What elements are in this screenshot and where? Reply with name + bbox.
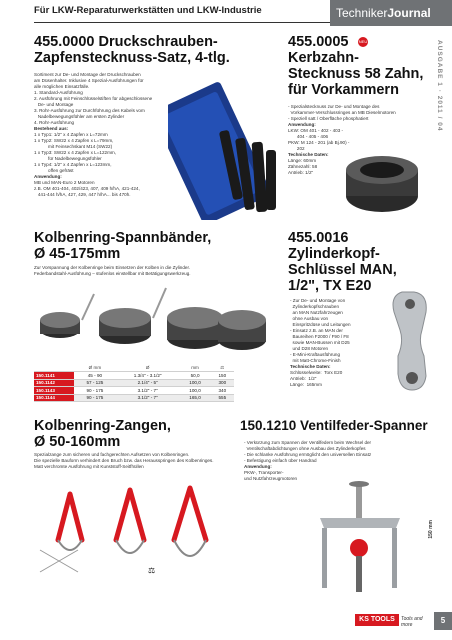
s2-title-2: Stecknuss 58 Zahn, <box>288 66 424 82</box>
s1-desc-7: Nadelbewegungsfühler am ersten Zylinder <box>34 114 125 119</box>
s1-inhalt-label: Bestehend aus: <box>34 126 69 131</box>
ks-tools-logo <box>355 612 425 630</box>
compressor-xlarge <box>218 310 266 350</box>
s4-desc-0: - Zur De- und Montage von <box>290 298 346 303</box>
page-header <box>0 0 452 22</box>
table-cell: 45 - 90 <box>74 372 116 380</box>
compressor-handwheel <box>349 481 369 487</box>
s2-anwendung-0: LKW: OM 401 - 402 - 403 - <box>288 128 344 133</box>
dimension-label <box>428 520 438 560</box>
s6-desc-3: - Befestigung einfach über Handrad <box>244 458 317 463</box>
table-row <box>34 394 234 402</box>
pliers-diagram <box>40 550 78 572</box>
s6-desc-1: Ventilschaftabdichtungen ohne Ausbau des Zylinderkopfes <box>244 446 366 451</box>
brand-light: Techniker <box>336 6 388 20</box>
s4-title-0: 455.0016 <box>288 230 349 246</box>
s4-desc-2: an MAN Nutzfahrzeugen <box>290 310 343 315</box>
torx-wrench-image <box>384 286 434 396</box>
wrench-top-hole <box>405 299 415 309</box>
s4-tech-0-key: Schlüsselweite: <box>290 370 322 375</box>
table-row <box>34 372 234 380</box>
header-rule <box>34 22 330 23</box>
compressor-spindle <box>356 482 362 522</box>
s1-inhalt-2: mit Feinsechskant M14 (SW22) <box>34 144 113 149</box>
piston-ring-pliers-image <box>30 480 240 590</box>
s6-desc-2: - Die schlanke Ausführung ermöglicht den universellen Einsatz <box>244 452 372 457</box>
compressor-bridge <box>320 518 400 528</box>
weight-icon: ⚖ <box>211 364 234 372</box>
compressor-leg-right <box>392 528 397 588</box>
s4-desc-1: Zylinderkopfschrauben <box>290 304 340 309</box>
dimension-text: 150 mm <box>428 520 434 539</box>
s2-anwendung-2: PKW: M 124 - 201 (ab Bj.90) - <box>288 140 350 145</box>
pliers-medium <box>116 490 144 553</box>
s4-desc-5: - Einsatz z.B. an MAN der <box>290 328 343 333</box>
s3-text <box>34 265 294 277</box>
table-row <box>34 379 234 387</box>
s3-title <box>34 230 284 262</box>
s1-anwendung-2: 441-444 h/hA, 427, 429, 447 h/hA... bis 470h. <box>34 192 131 197</box>
brand-bold: Journal <box>387 6 431 20</box>
page-number: 5 <box>434 612 452 630</box>
s4-tech-label: Technische Daten: <box>290 364 331 369</box>
s4-desc-6: Baureihen F2000 / F90 / F8 <box>290 334 349 339</box>
table-cell: 50,0 <box>180 372 211 380</box>
weight-icon: ⚖ <box>148 566 156 575</box>
s2-desc-0: - Spezialstecknuss zur De- und Montage des <box>288 104 380 109</box>
s1-desc-3: 1. Standard-Ausführung <box>34 90 83 95</box>
s2-tech-0-key: Länge: <box>288 158 303 163</box>
header-subtitle: Für LKW-Reparaturwerkstätten und LKW-Industrie <box>34 5 262 16</box>
s2-desc-2: - Speziell satt / Oberfläche phosphatiert <box>288 116 369 121</box>
issue-side-label <box>434 40 452 150</box>
table-cell: 3.1/2" - 7" <box>116 387 180 395</box>
s2-anwendung-label: Anwendung: <box>288 122 316 127</box>
s2-tech-0-value: 60mm <box>303 158 317 163</box>
table-cell: 555 <box>211 394 234 402</box>
s2-tech-2-key: Antrieb: <box>288 170 304 175</box>
s1-inhalt-4: für Nadelbewegungsfühler <box>34 156 102 161</box>
table-cell: 3.1/2" - 7" <box>116 394 180 402</box>
s2-anwendung-3: 202 <box>288 146 305 151</box>
wrench-bottom-hole <box>406 372 418 384</box>
table-cell-art: 150.1142 <box>34 379 74 387</box>
socket-set-image <box>168 70 278 220</box>
s1-text <box>34 72 184 198</box>
s4-desc-9: - E-Mini-Kraftausführung <box>290 352 341 357</box>
s2-tech-1-key: Zähnezahl: <box>288 164 311 169</box>
s6-anwendung-1: und Nutzfahrzeugmotoren <box>244 476 298 481</box>
s1-inhalt-6: offen gefräst <box>34 168 74 173</box>
compressor-medium <box>99 288 166 344</box>
s2-title-1: Kerbzahn- <box>288 50 359 66</box>
s1-anwendung-label: Anwendung: <box>34 174 62 179</box>
product-table <box>34 364 234 402</box>
table-cell: 340 <box>211 387 234 395</box>
journal-brand-tab <box>330 0 452 26</box>
s4-tech-1-value: 1/2" <box>308 376 317 381</box>
s4-title-3: 1/2", TX E20 <box>288 278 372 294</box>
s3-desc-1: Federbandstahl-Ausführung – stufenlos einstellbar mit Betätigungswerkzeug. <box>34 271 191 276</box>
s4-tech-1-key: Antrieb: <box>290 376 306 381</box>
table-cell: 2.1/4" - 5" <box>116 379 180 387</box>
th-dia-inch: Ø <box>116 364 180 372</box>
s5-desc-2: Matt verchromte Ausführung mit Kunststoff-Seitfhüllen <box>34 464 144 469</box>
s1-anwendung-1: z.B. OM 401-404, 402/423, 407, 409 h/hA, 421-424, <box>34 186 140 191</box>
s2-desc-1: Vorkammer-Verschlussringes an MB Dieselmotoren <box>288 110 396 115</box>
s4-desc-4: Einspritzdüse und Leitungen <box>290 322 351 327</box>
s1-inhalt-0: 1 x Typ1: 1/2" x 4 Zapfen x L=72mm <box>34 132 108 137</box>
s5-text <box>34 452 254 470</box>
th-art <box>34 364 74 372</box>
s1-desc-5: De- und Montage <box>34 102 74 107</box>
table-cell-art: 150.1144 <box>34 394 74 402</box>
valve-spring-compressor-image <box>300 478 430 608</box>
table-cell: 90 - 175 <box>74 387 116 395</box>
th-dia-mm: Ø mm <box>74 364 116 372</box>
s4-desc-7: sowie MAN-Bussen mit D25 <box>290 340 350 345</box>
s5-title <box>34 418 274 450</box>
compressor-clamp <box>350 539 368 557</box>
compressor-small <box>40 294 94 338</box>
compressor-large <box>167 307 223 349</box>
s2-title-0: 455.0005 <box>288 34 349 50</box>
table-cell: 100,0 <box>180 379 211 387</box>
s6-desc-0: - Verkürzung zum Spannen der Ventilfedern beim Wechsel der <box>244 440 372 445</box>
s4-tech-2-key: Länge: <box>290 382 305 387</box>
logo-tagline: Tools and more <box>401 616 423 628</box>
kerbzahn-socket-image <box>334 140 432 224</box>
s3-title-line1: Kolbenring-Spannbänder, <box>34 230 212 246</box>
s6-anwendung-0: PKW-, Transporter- <box>244 470 284 475</box>
table-cell: 165,0 <box>180 394 211 402</box>
s4-title-1: Zylinderkopf- <box>288 246 380 262</box>
s4-title <box>288 230 438 294</box>
socket-hole <box>360 162 404 178</box>
pliers-small <box>58 494 82 550</box>
table-cell: 150 <box>211 372 234 380</box>
issue-label-text: AUSGABE 1 · 2011 / 04 <box>436 40 443 132</box>
table-cell: 300 <box>211 379 234 387</box>
s1-desc-1: am Düsenhalter. Inklusive 4 Spezial-Ausführungen für <box>34 78 144 83</box>
s5-desc-1: Die spezielle Bauform verhindert den Bruch bzw. das Herausspringen des Kolbenringes. <box>34 458 214 463</box>
s4-desc-8: und D28 Motoren <box>290 346 329 351</box>
s2-tech-1-value: 58 <box>312 164 318 169</box>
compressor-leg-left <box>322 528 327 588</box>
table-cell-art: 150.1141 <box>34 372 74 380</box>
s6-text <box>244 440 434 482</box>
s4-tech-2-value: 165mm <box>306 382 322 387</box>
s6-anwendung-label: Anwendung: <box>244 464 272 469</box>
s1-title-line1: 455.0000 Druckschrauben- <box>34 34 218 50</box>
table-cell-art: 150.1143 <box>34 387 74 395</box>
s5-title-line1: Kolbenring-Zangen, <box>34 418 171 434</box>
table-cell: 100,0 <box>180 387 211 395</box>
s4-title-2: Schlüssel MAN, <box>288 262 397 278</box>
new-badge: NEU <box>358 37 368 47</box>
s2-tech-2-value: 1/2" <box>305 170 314 175</box>
s4-desc-3: ohne Ausbau von <box>290 316 329 321</box>
table-cell: 1.3/4" - 3.1/2" <box>116 372 180 380</box>
s2-anwendung-1: 404 - 405 - 406 <box>288 134 329 139</box>
s2-tech-label: Technische Daten: <box>288 152 329 157</box>
s5-title-line2: Ø 50-160mm <box>34 434 121 450</box>
s1-inhalt-5: 1 x Typ4: 1/2" x 4 Zapfen x L=123mm, <box>34 162 112 167</box>
s1-desc-6: 3. Rohr-Ausführung zur Durchführung des Kabels vom <box>34 108 145 113</box>
s1-inhalt-1: 1 x Typ2: SW22 x 4 Zapfen x L=79mm, <box>34 138 114 143</box>
s4-desc-10: mit Matt-Chrome-Finish <box>290 358 341 363</box>
s1-anwendung-0: MB und MAN-Euro 2 Motoren <box>34 180 95 185</box>
table-header <box>34 364 234 372</box>
s1-desc-8: 4. Rohr-Ausführung <box>34 120 75 125</box>
s4-tech-0-value: Torx E20 <box>324 370 343 375</box>
logo-text: KS TOOLS <box>355 614 399 626</box>
piston-ring-compressor-image <box>30 282 270 362</box>
th-height-mm: mm <box>180 364 211 372</box>
s1-desc-4: 2. Ausführung mit Feinschlüsselstiften für abgeschlossene <box>34 96 153 101</box>
s2-title-3: für Vorkammern <box>288 82 399 98</box>
s1-inhalt-3: 1 x Typ3: SW22 x 4 Zapfen x L=122mm, <box>34 150 117 155</box>
s3-desc-0: Zur Vorspannung der Kolbenringe beim Einsetzen der Kolben in die Zylinder. <box>34 265 191 270</box>
table-cell: 90 - 175 <box>74 394 116 402</box>
s1-desc-0: Sortiment zur De- und Montage der Druckschrauben <box>34 72 141 77</box>
table-cell: 57 - 125 <box>74 379 116 387</box>
s1-title <box>34 34 284 66</box>
table-row <box>34 387 234 395</box>
s1-desc-2: alle möglichen Einsatzfälle. <box>34 84 90 89</box>
s6-title: 150.1210 Ventilfeder-Spanner <box>240 418 428 433</box>
s5-desc-0: Spezialzange zum sicheren und fachgerechten Aufsetzen von Kolbenringen. <box>34 452 190 457</box>
compressor-rod <box>356 556 362 592</box>
s1-title-line2: Zapfenstecknuss-Satz, 4-tlg. <box>34 50 230 66</box>
pliers-large <box>174 488 206 556</box>
s3-title-line2: Ø 45-175mm <box>34 246 121 262</box>
